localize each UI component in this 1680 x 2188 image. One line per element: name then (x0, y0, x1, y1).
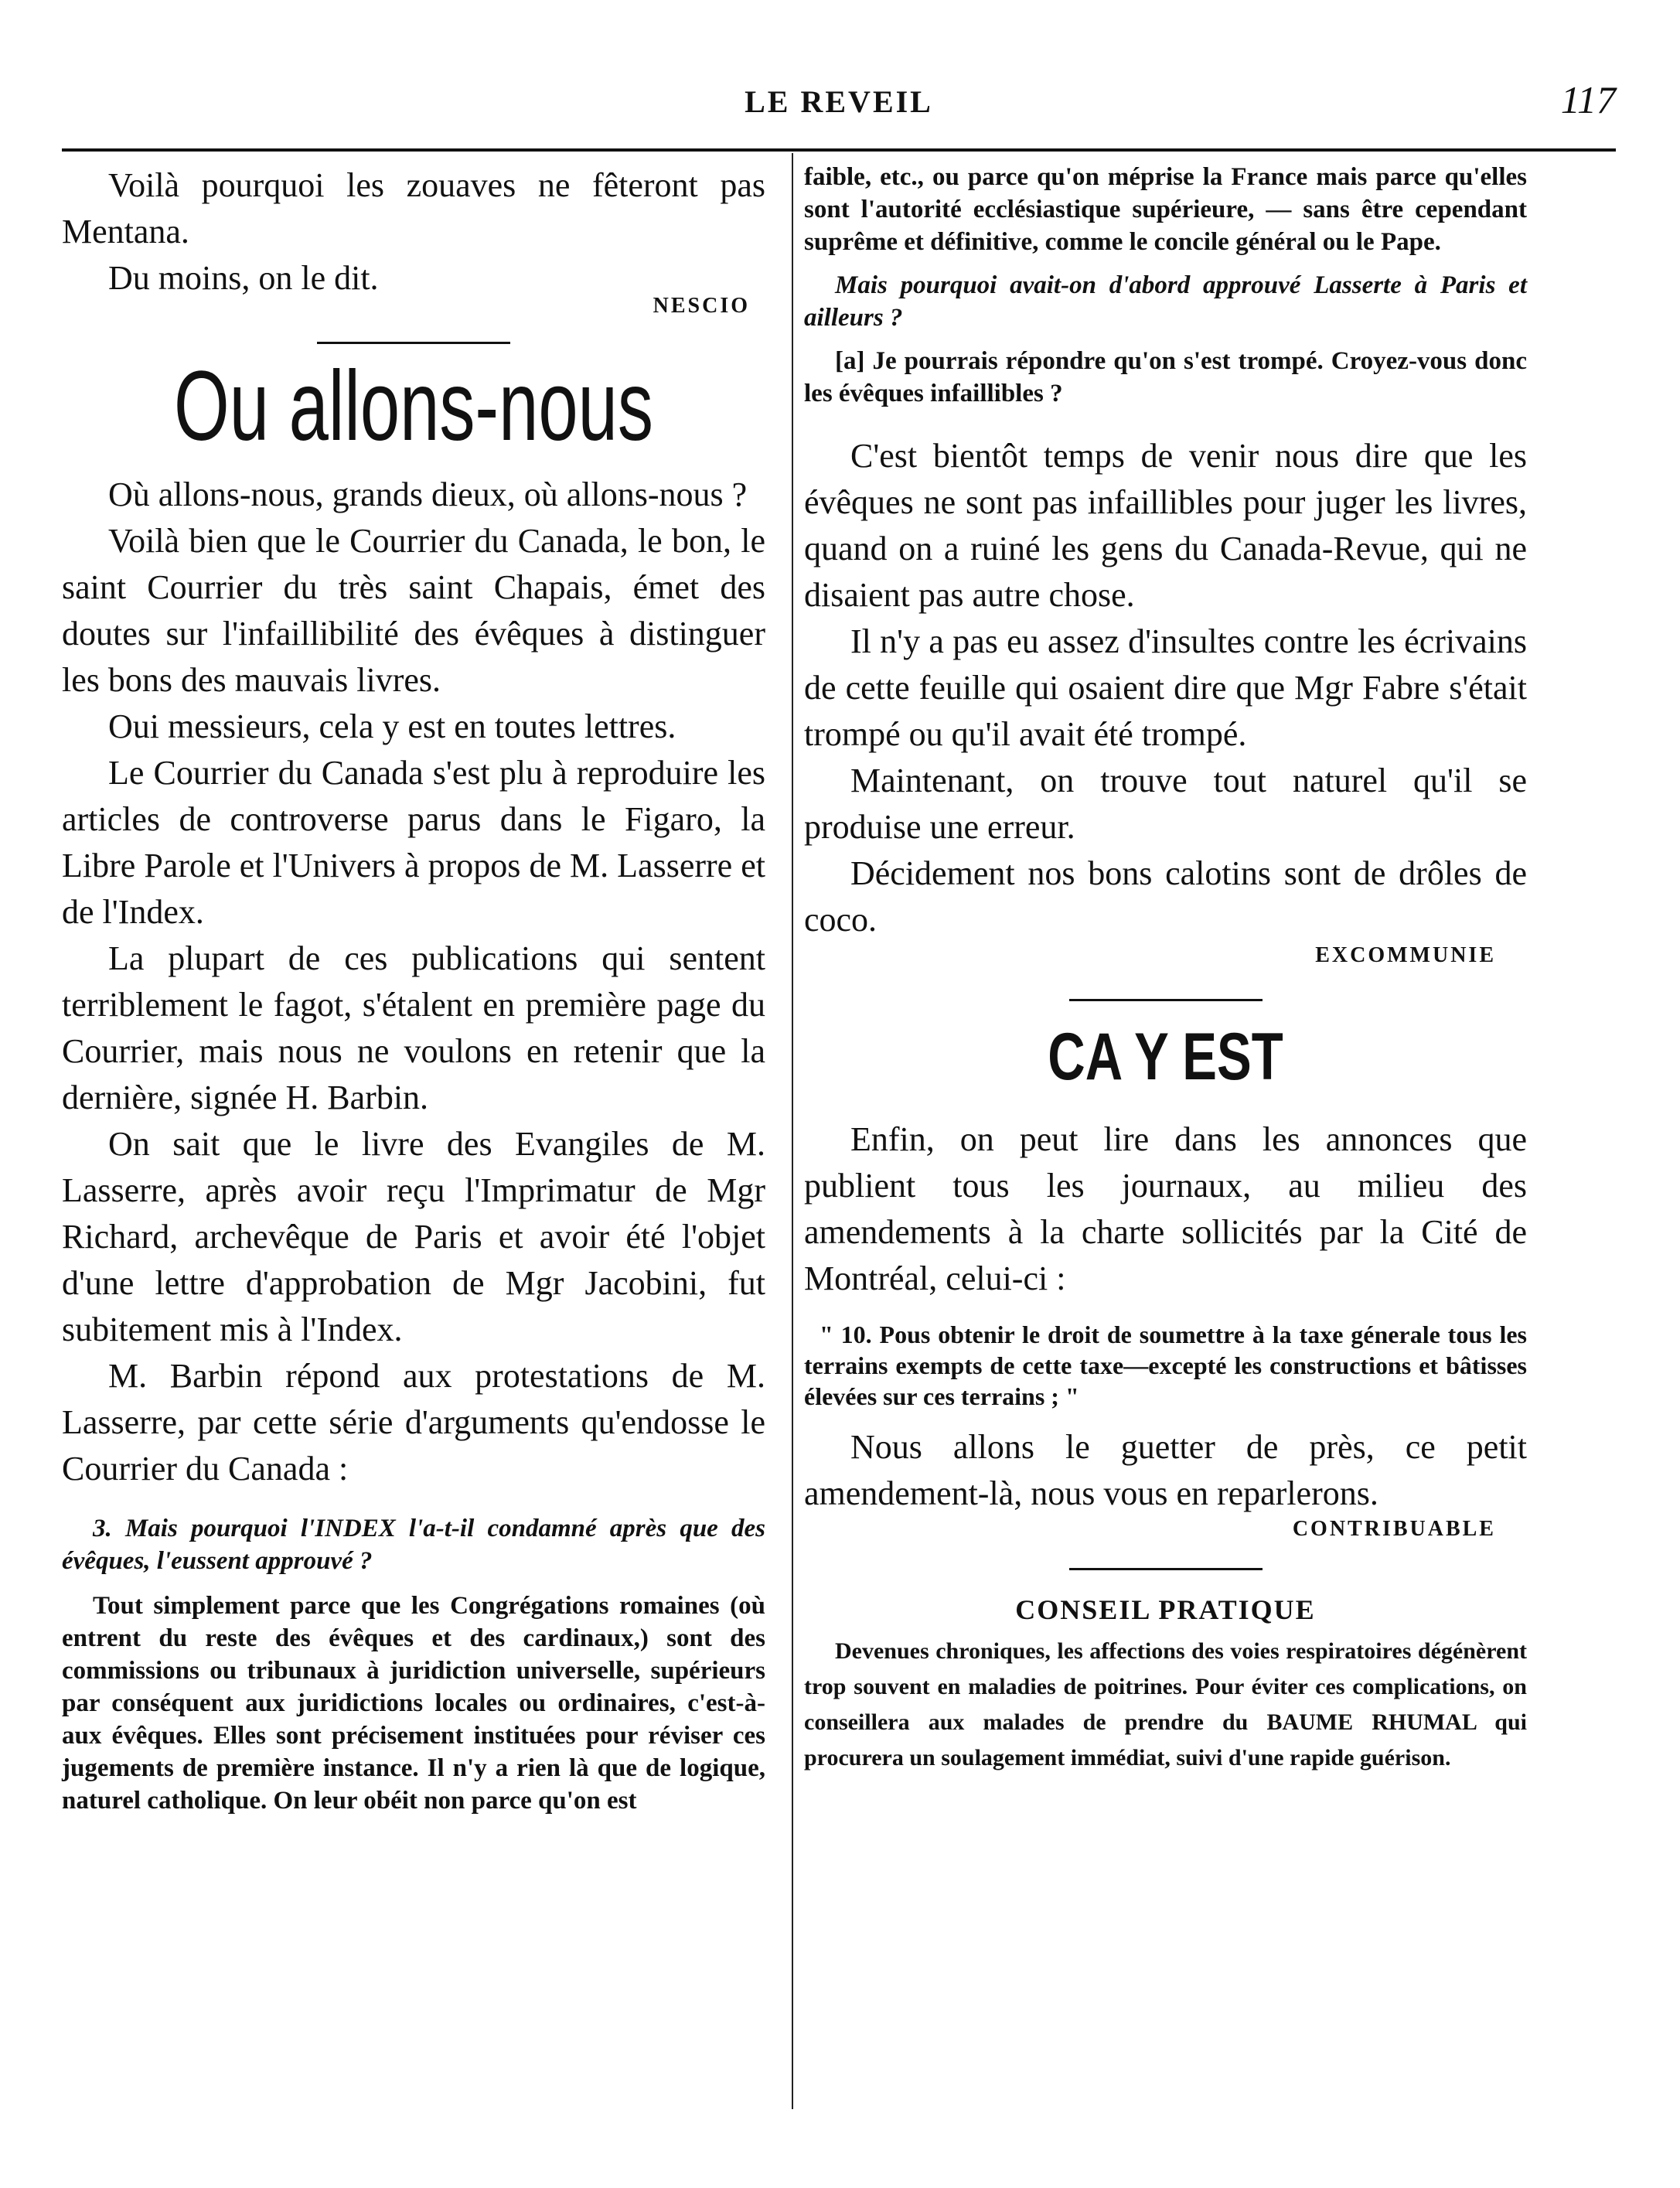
running-title: LE REVEIL (745, 84, 933, 119)
quoted-answer: [a] Je pourrais répondre qu'on s'est trompé. Croyez-vous donc les évêques infaillibles ? (804, 347, 1527, 407)
left-column (62, 155, 765, 1817)
page-number: 117 (1560, 78, 1616, 121)
separator-rule (1069, 999, 1263, 1001)
quoted-question: Mais pourquoi avait-on d'abord approuvé Lasserte à Paris et ailleurs ? (804, 271, 1527, 332)
article2-title: CA Y EST (1048, 1020, 1283, 1094)
header-rule (62, 148, 1616, 152)
article2-intro: Enfin, on peut lire dans les annonces que publient tous les journaux, au milieu des amendements à la charte sollicités par la Cité de Montréal, celui-ci : (804, 1120, 1527, 1297)
article-title: Ou allons-nous (174, 351, 653, 462)
separator-rule (317, 342, 510, 344)
quoted-question: 3. Mais pourquoi l'INDEX l'a-t-il condamné après que des évêques, l'eussent approuvé ? (62, 1515, 765, 1575)
commentary (804, 433, 1527, 943)
article-signature: EXCOMMUNIE (1315, 943, 1496, 967)
article2-signature: CONTRIBUABLE (1292, 1517, 1496, 1541)
body-paragraph: Décidement nos bons calotins sont de drôles de coco. (804, 854, 1527, 939)
body-paragraph: Le Courrier du Canada s'est plu à reproduire les articles de controverse parus dans le Figaro, la Libre Parole et l'Univers à propos de M. Lasserre et de l'Index. (62, 754, 765, 931)
intro-signature: NESCIO (653, 294, 750, 318)
body-paragraph: Voilà bien que le Courrier du Canada, le bon, le saint Courrier du très saint Chapais, émet des doutes sur l'infaillibilité des évêques à distinguer les bons des mauvais livres. (62, 522, 765, 699)
body-paragraph: La plupart de ces publications qui sentent terriblement le fagot, s'étalent en première page du Courrier, mais nous ne voulons en retenir que la dernière, signée H. Barbin. (62, 939, 765, 1116)
separator-rule (1069, 1568, 1263, 1570)
article2-quote: " 10. Pous obtenir le droit de soumettre à la taxe génerale tous les terrains exempts de cette taxe—excepté les constructions et bâtisses élevées sur ces terrains ; " (804, 1321, 1527, 1410)
article2-closing: Nous allons le guetter de près, ce petit amendement-là, nous vous en reparlerons. (804, 1428, 1527, 1512)
notice-text: Devenues chroniques, les affections des voies respiratoires dégénèrent trop souvent en maladies de poitrines. Pour éviter ces complications, on conseillera aux malades de prendre du BAUME RHUMAL qui procurera un soulagement immédiat, suivi d'une rapide guérison. (804, 1638, 1527, 1771)
notice-title: CONSEIL PRATIQUE (1015, 1594, 1316, 1625)
quoted-answer: Tout simplement parce que les Congrégations romaines (où entrent du reste des évêques et des cardinaux,) sont des commissions ou tribunaux à juridiction universelle, supérieurs par conséquent aux juridictions locales ou ordinaires, c'est-à-aux évêques. Elles sont précisement instituées pour réviser ces jugements de première instance. Il n'y a rien là que de logique, naturel catholique. On leur obéit non parce qu'on est (62, 1592, 765, 1815)
column-divider (792, 153, 793, 2109)
running-head (62, 54, 1616, 147)
body-paragraph: Oui messieurs, cela y est en toutes lettres. (108, 707, 676, 745)
body-paragraph: Il n'y a pas eu assez d'insultes contre les écrivains de cette feuille qui osaient dire que Mgr Fabre s'était trompé ou qu'il avait été trompé. (804, 622, 1527, 753)
right-column (804, 155, 1527, 1776)
body-paragraph: Maintenant, on trouve tout naturel qu'il se produise une erreur. (804, 762, 1527, 846)
body-paragraph: M. Barbin répond aux protestations de M. Lasserre, par cette série d'arguments qu'endosse le Courrier du Canada : (62, 1357, 765, 1488)
body-paragraph: Où allons-nous, grands dieux, où allons-nous ? (108, 475, 748, 513)
body-paragraph: On sait que le livre des Evangiles de M. Lasserre, après avoir reçu l'Imprimatur de Mgr Richard, archevêque de Paris et avoir été l'objet d'une lettre d'approbation de Mgr Jacobini, fut subitement mis à l'Index. (62, 1125, 765, 1348)
intro-paragraph: Du moins, on le dit. (108, 259, 379, 297)
quoted-continuation: faible, etc., ou parce qu'on méprise la France mais parce qu'elles sont l'autorité ecclésiastique supérieure, — sans être cependant suprême et définitive, comme le concile général ou le Pape. (804, 163, 1527, 256)
intro-paragraph: Voilà pourquoi les zouaves ne fêteront pas Mentana. (62, 166, 765, 250)
article-body (62, 472, 765, 1492)
body-paragraph: C'est bientôt temps de venir nous dire que les évêques ne sont pas infaillibles pour juger les livres, quand on a ruiné les gens du Canada-Revue, qui ne disaient pas autre chose. (804, 437, 1527, 614)
